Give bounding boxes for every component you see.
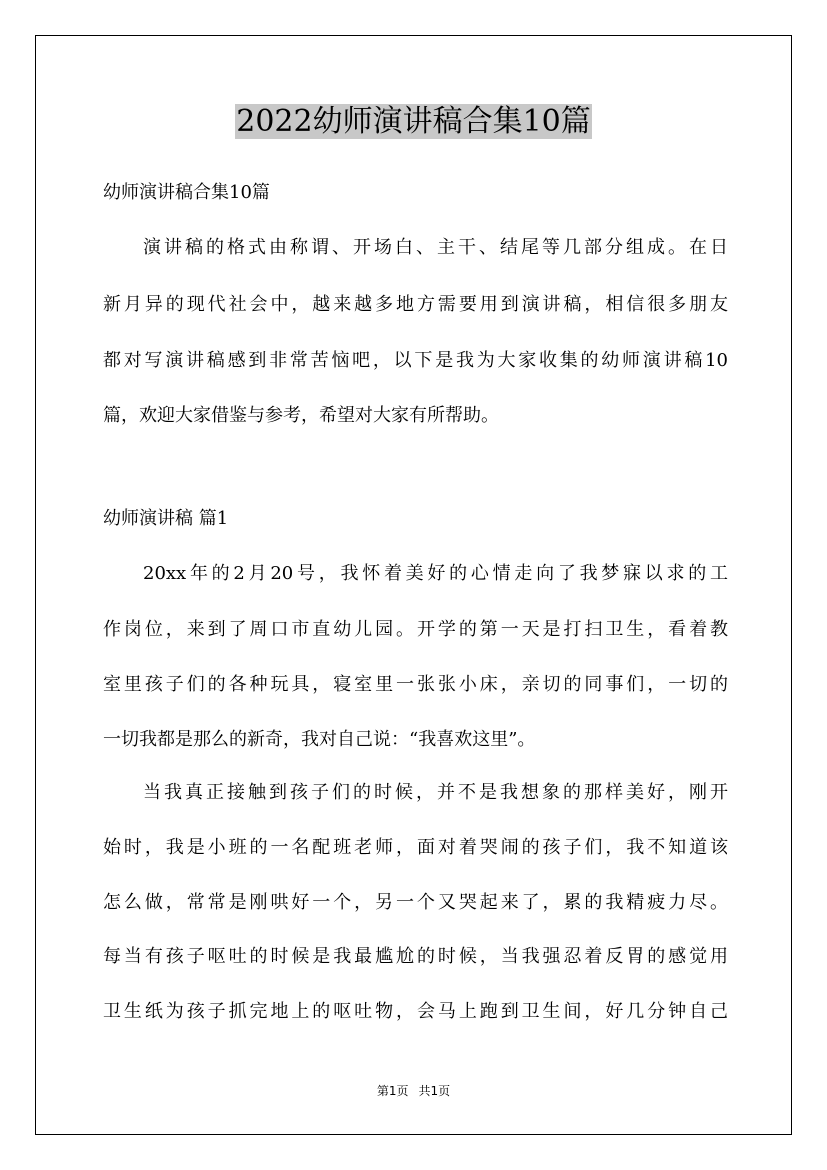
document-subtitle: 幼师演讲稿合集10篇 bbox=[103, 182, 270, 203]
page-footer bbox=[0, 1083, 827, 1099]
section-heading: 幼师演讲稿 篇1 bbox=[103, 508, 229, 529]
paragraph-line: 当我真正接触到孩子们的时候，并不是我想象的那样美好，刚开 bbox=[143, 782, 728, 803]
paragraph-line: 作岗位，来到了周口市直幼儿园。开学的第一天是打扫卫生，看着教 bbox=[103, 619, 728, 640]
intro-line: 演讲稿的格式由称谓、开场白、主干、结尾等几部分组成。在日 bbox=[143, 237, 728, 258]
document-title bbox=[0, 100, 827, 144]
paragraph-line: 卫生纸为孩子抓完地上的呕吐物，会马上跑到卫生间，好几分钟自己 bbox=[103, 1001, 728, 1022]
intro-line: 新月异的现代社会中，越来越多地方需要用到演讲稿，相信很多朋友 bbox=[103, 294, 728, 315]
paragraph-line: 每当有孩子呕吐的时候是我最尴尬的时候，当我强忍着反胃的感觉用 bbox=[103, 946, 728, 967]
paragraph-line: 始时，我是小班的一名配班老师，面对着哭闹的孩子们，我不知道该 bbox=[103, 837, 728, 858]
paragraph-line: 一切我都是那么的新奇，我对自己说：“我喜欢这里”。 bbox=[103, 729, 536, 750]
intro-line: 都对写演讲稿感到非常苦恼吧，以下是我为大家收集的幼师演讲稿10 bbox=[103, 350, 728, 371]
paragraph-line: 20xx年的2月20号，我怀着美好的心情走向了我梦寐以求的工 bbox=[143, 563, 728, 584]
paragraph-line: 怎么做，常常是刚哄好一个，另一个又哭起来了，累的我精疲力尽。 bbox=[103, 892, 728, 913]
page-total: 共1页 bbox=[418, 1084, 451, 1098]
document-title-text: 2022幼师演讲稿合集10篇 bbox=[236, 104, 591, 139]
paragraph-line: 室里孩子们的各种玩具，寝室里一张张小床，亲切的同事们，一切的 bbox=[103, 674, 728, 695]
intro-line: 篇，欢迎大家借鉴与参考，希望对大家有所帮助。 bbox=[103, 405, 499, 426]
page-number: 第1页 bbox=[376, 1084, 409, 1098]
